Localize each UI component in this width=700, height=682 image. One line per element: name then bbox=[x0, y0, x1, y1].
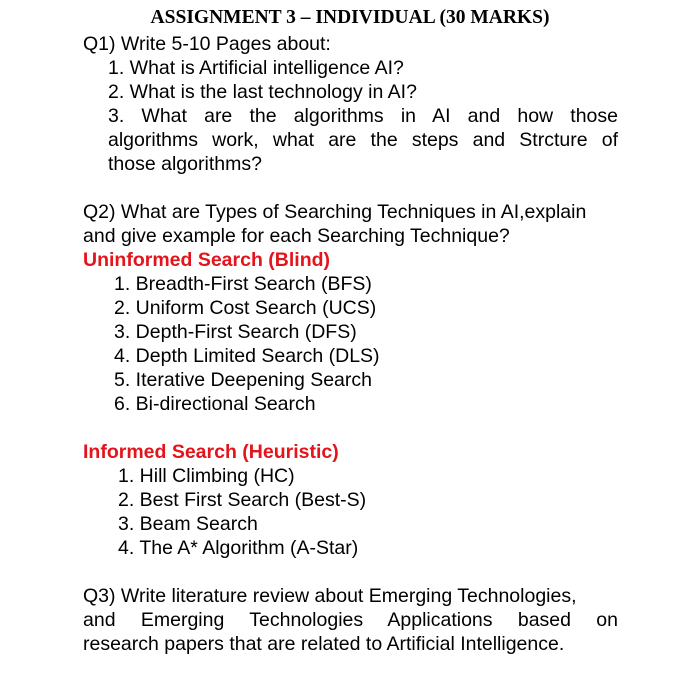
q2-question-line: and give example for each Searching Technique? bbox=[83, 225, 510, 247]
q1-item: 2. What is the last technology in AI? bbox=[108, 81, 417, 103]
q2-question-line: Q2) What are Types of Searching Techniques in AI,explain bbox=[83, 201, 587, 223]
informed-search-heading: Informed Search (Heuristic) bbox=[83, 441, 339, 463]
q1-heading: Q1) Write 5-10 Pages about: bbox=[83, 33, 331, 55]
uninformed-search-heading: Uninformed Search (Blind) bbox=[83, 249, 331, 271]
q1-item: 1. What is Artificial intelligence AI? bbox=[108, 57, 404, 79]
page-title: ASSIGNMENT 3 – INDIVIDUAL (30 MARKS) bbox=[150, 7, 550, 28]
uninformed-search-item: 4. Depth Limited Search (DLS) bbox=[114, 345, 380, 367]
informed-search-item: 3. Beam Search bbox=[118, 513, 258, 535]
uninformed-search-item: 1. Breadth-First Search (BFS) bbox=[114, 273, 372, 295]
q3-question-line: Q3) Write literature review about Emerging Technologies, bbox=[83, 585, 577, 607]
q1-item3-line: those algorithms? bbox=[108, 153, 262, 175]
q1-item3-line: 3. What are the algorithms in AI and how those bbox=[108, 105, 618, 127]
q1-item3-line: algorithms work, what are the steps and Strcture of bbox=[108, 129, 618, 151]
informed-search-item: 4. The A* Algorithm (A-Star) bbox=[118, 537, 359, 559]
uninformed-search-item: 2. Uniform Cost Search (UCS) bbox=[114, 297, 377, 319]
uninformed-search-item: 3. Depth-First Search (DFS) bbox=[114, 321, 357, 343]
uninformed-search-item: 6. Bi-directional Search bbox=[114, 393, 316, 415]
informed-search-item: 2. Best First Search (Best-S) bbox=[118, 489, 367, 511]
q3-question-line: research papers that are related to Artificial Intelligence. bbox=[83, 633, 565, 655]
q3-question-line: and Emerging Technologies Applications based on bbox=[83, 609, 618, 631]
informed-search-item: 1. Hill Climbing (HC) bbox=[118, 465, 295, 487]
uninformed-search-item: 5. Iterative Deepening Search bbox=[114, 369, 372, 391]
